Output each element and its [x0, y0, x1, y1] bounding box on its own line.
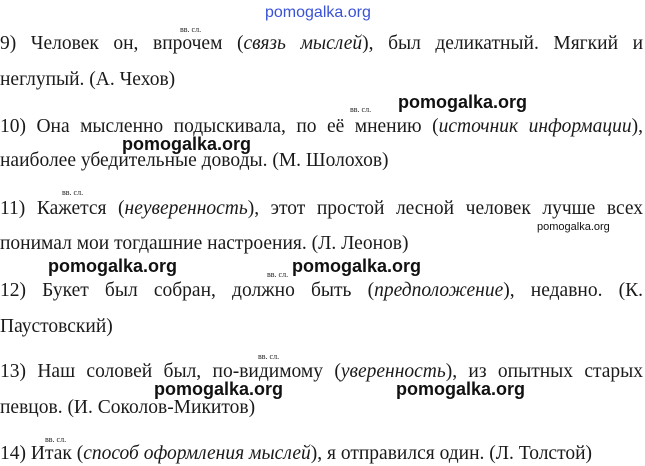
watermark: pomogalka.org [292, 256, 422, 276]
annotation-note: вв. сл. [62, 188, 84, 197]
annotation-note: вв. сл. [267, 270, 289, 279]
text-part: ), [631, 116, 643, 137]
watermark: pomogalka.org [48, 256, 178, 276]
sentence-9-line-2: неглупый. (А. Чехов) [0, 69, 176, 90]
watermark-top: pomogalka.org [265, 4, 371, 21]
text-part: ), из опытных старых [445, 361, 644, 382]
italic-note: неуверенность [124, 198, 248, 219]
text-part: 14) Итак ( [0, 443, 84, 464]
text-part: ), был деликатный. Мягкий и [362, 33, 644, 54]
text-part: 9) Человек он, впрочем ( [0, 33, 244, 54]
watermark-small: pomogalka.org [537, 221, 610, 233]
text-part: ), этот простой лесной человек лучше всех [247, 198, 643, 219]
sentence-11-line-2: понимал мои тогдашние настроения. (Л. Леонов) [0, 233, 409, 254]
annotation-note: вв. сл. [350, 105, 372, 114]
sentence-13-line-1 [0, 361, 643, 383]
text-part: 10) Она мысленно подыскивала, по её мнению ( [0, 116, 439, 137]
sentence-11-line-1 [0, 198, 643, 220]
text-part: ), я отправился один. (Л. Толстой) [310, 443, 593, 464]
italic-note: предположение [374, 280, 504, 301]
italic-note: уверенность [340, 361, 446, 382]
text-part: 12) Букет был собран, должно быть ( [0, 280, 375, 301]
sentence-10-line-1 [0, 116, 643, 138]
text-part: 13) Наш соловей был, по-видимому ( [0, 361, 341, 382]
sentence-10-line-2: наиболее убедительные доводы. (М. Шолохов) [0, 150, 389, 171]
sentence-14-line-1 [0, 443, 643, 465]
sentence-13-line-2: певцов. (И. Соколов-Микитов) [0, 397, 256, 418]
text-part: 11) Кажется ( [0, 198, 125, 219]
annotation-note: вв. сл. [258, 352, 280, 361]
italic-note: способ оформления мыслей [83, 443, 311, 464]
watermark: pomogalka.org [398, 92, 528, 112]
annotation-note: вв. сл. [180, 25, 202, 34]
italic-note: связь мыслей [243, 33, 363, 54]
sentence-12-line-1 [0, 280, 643, 302]
sentence-12-line-2: Паустовский) [0, 316, 113, 337]
text-part: ), недавно. (К. [503, 280, 643, 301]
italic-note: источник информации [438, 116, 632, 137]
sentence-9-line-1 [0, 33, 643, 55]
watermark: pomogalka.org [154, 379, 284, 399]
watermark: pomogalka.org [396, 379, 526, 399]
annotation-note: вв. сл. [45, 435, 67, 444]
watermark: pomogalka.org [122, 134, 252, 154]
